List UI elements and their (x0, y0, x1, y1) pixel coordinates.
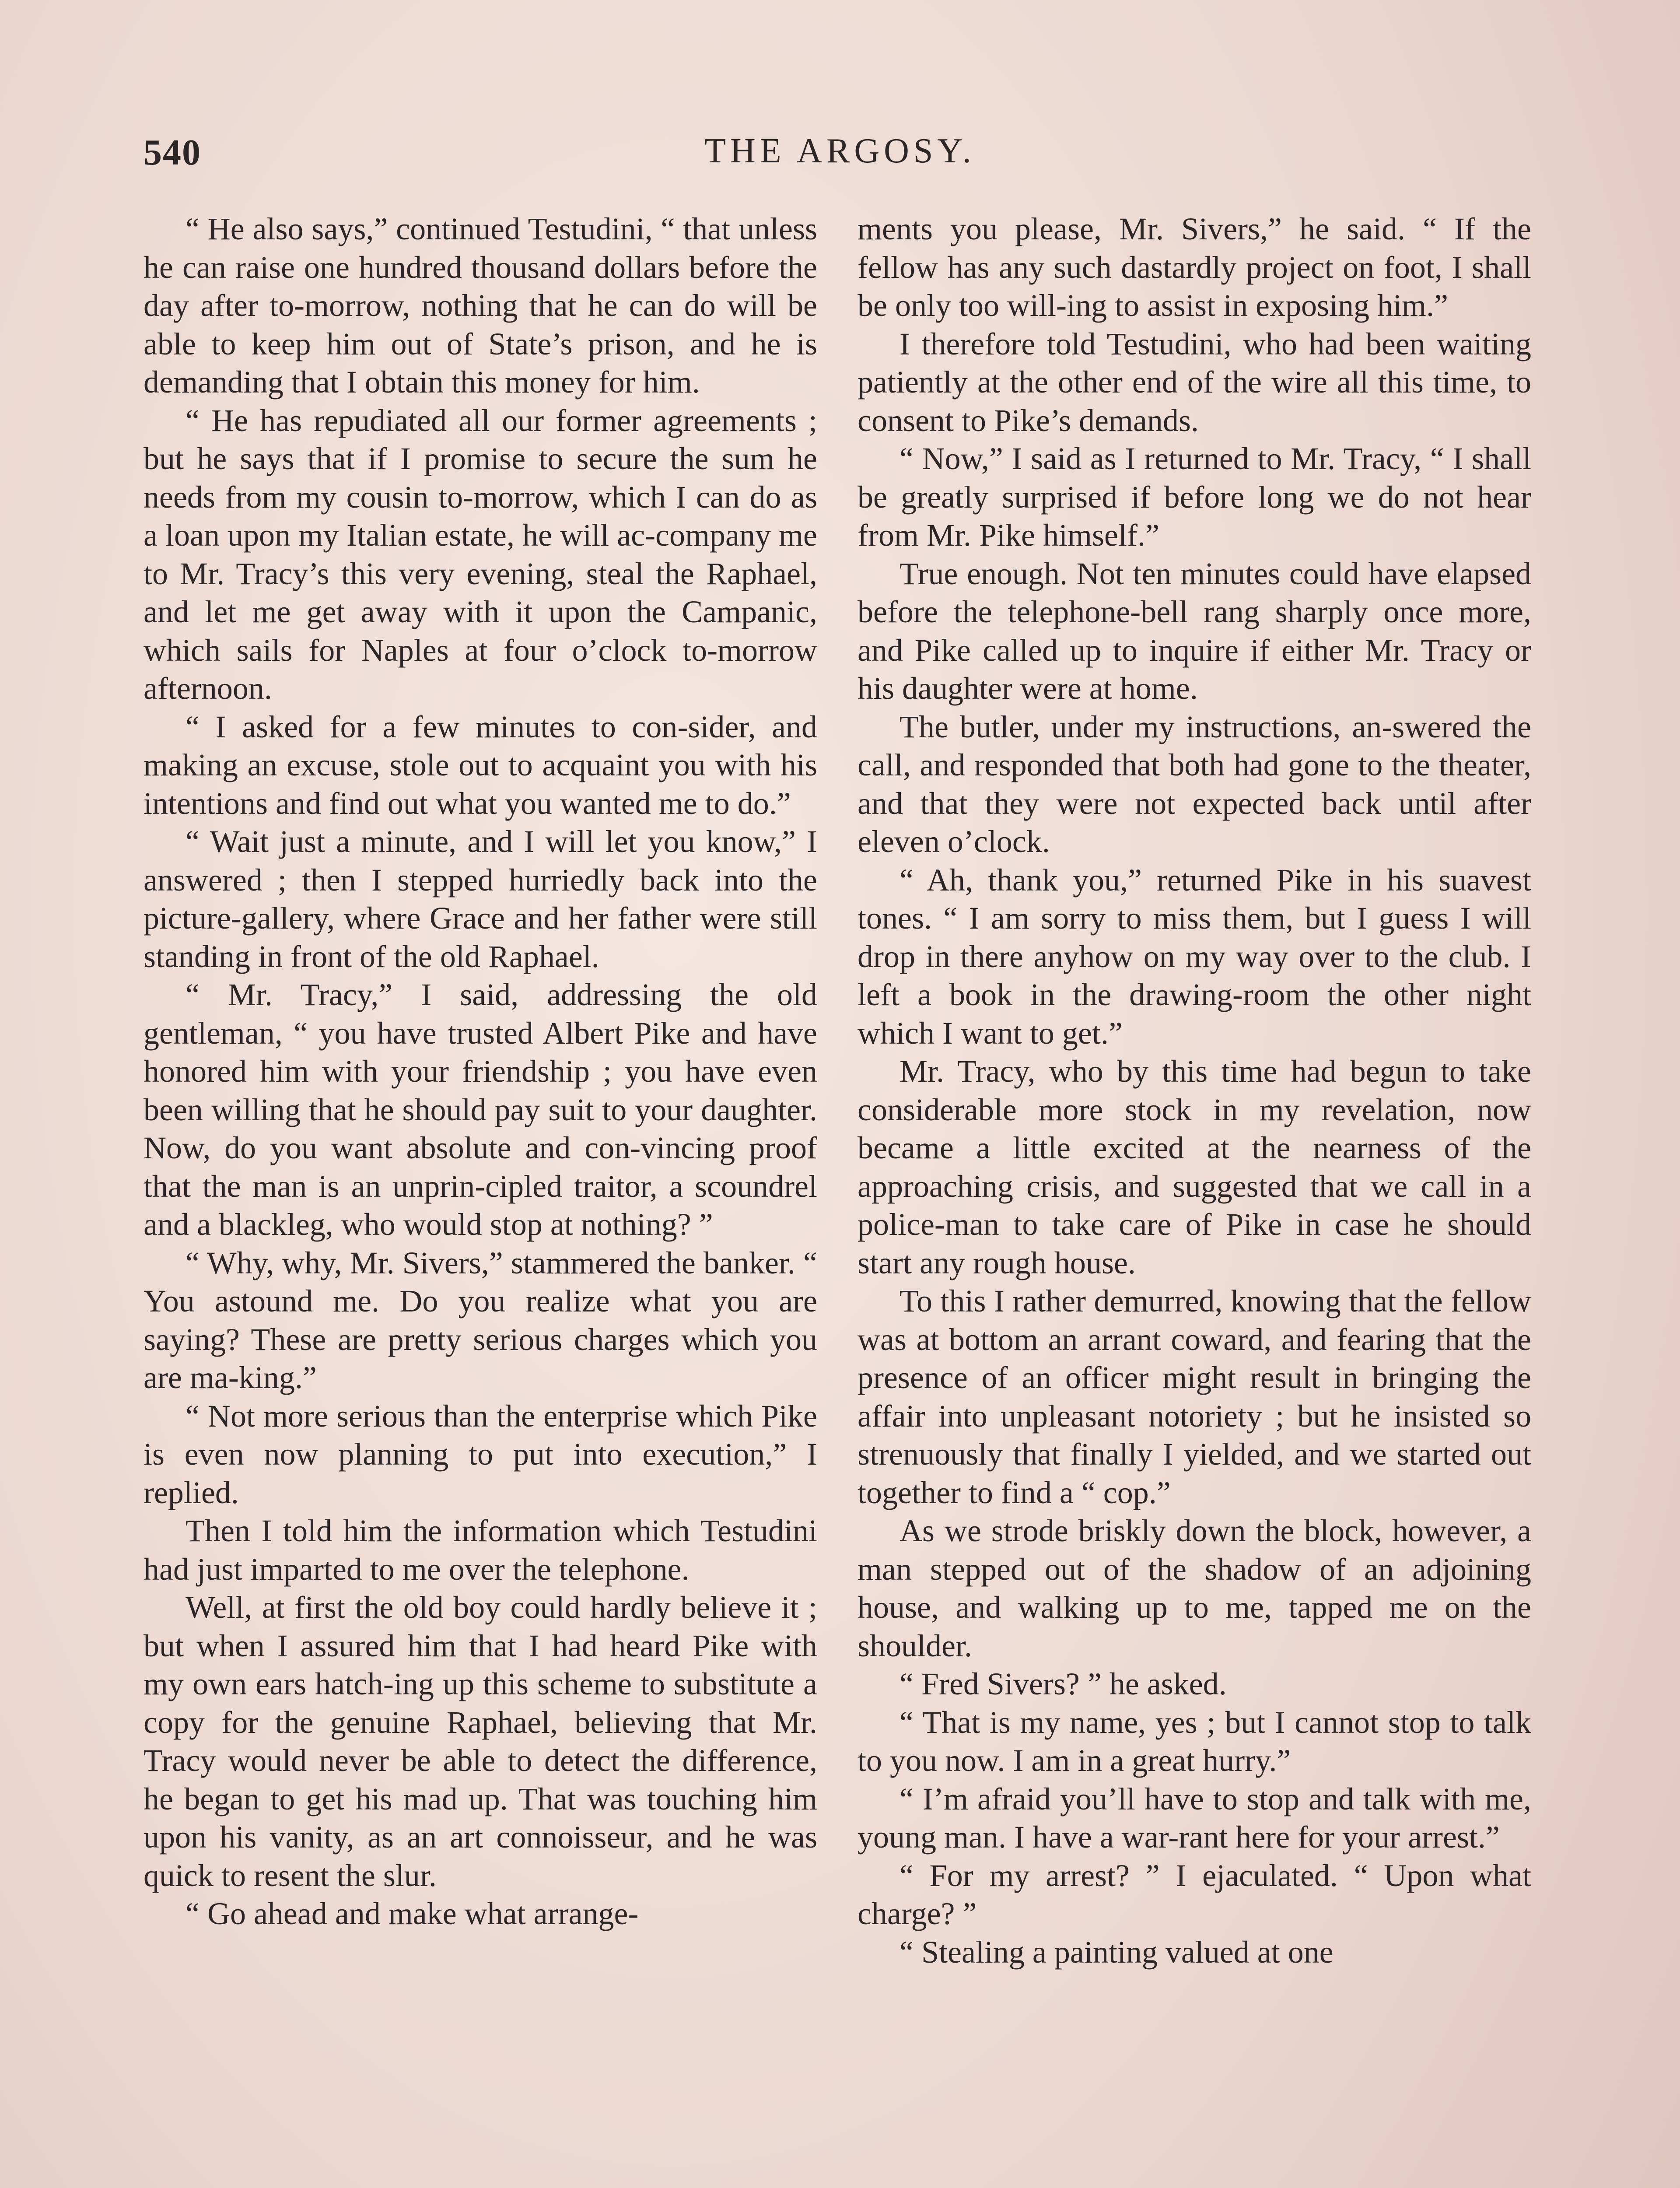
paragraph: “ Fred Sivers? ” he asked. (900, 1666, 1227, 1701)
left-column (144, 210, 817, 1933)
page-number: 540 (144, 132, 201, 173)
paragraph: “ Wait just a minute, and I will let you know,” I answered ; then I stepped hurriedly back into the picture-gallery, where Grace and her father were still standing in front of the old Raphael. (144, 824, 817, 974)
paragraph: ments you please, Mr. Sivers,” he said. “ If the fellow has any such dastardly project on foot, I shall be only too will-ing to assist in exposing him.” (858, 211, 1531, 323)
paragraph: To this I rather demurred, knowing that the fellow was at bottom an arrant coward, and fearing that the presence of an officer might result in bringing the affair into unpleasant notoriety ; but he insisted so strenuously that finally I yielded, and we started out together to find a “ cop.” (858, 1283, 1531, 1510)
paragraph: “ I’m afraid you’ll have to stop and talk with me, young man. I have a war-rant here for your arrest.” (858, 1781, 1531, 1855)
right-column (858, 210, 1531, 1971)
paragraph: “ Stealing a painting valued at one (900, 1934, 1334, 1970)
paragraph: “ For my arrest? ” I ejaculated. “ Upon what charge? ” (858, 1858, 1531, 1931)
paragraph: “ Go ahead and make what arrange- (186, 1896, 639, 1931)
paragraph: “ He also says,” continued Testudini, “ that unless he can raise one hundred thousand dollars before the day after to-morrow, nothing that he can do will be able to keep him out of State’s prison, and he is demanding that I obtain this money for him. (144, 211, 817, 400)
paragraph: Well, at first the old boy could hardly believe it ; but when I assured him that I had heard Pike with my own ears hatch-ing up this scheme to substitute a copy for the genuine Raphael, believing that Mr. Tracy would never be able to detect the difference, he began to get his mad up. That was touching him upon his vanity, as an art connoisseur, and he was quick to resent the slur. (144, 1590, 817, 1893)
paragraph: “ Now,” I said as I returned to Mr. Tracy, “ I shall be greatly surprised if before long we do not hear from Mr. Pike himself.” (858, 441, 1531, 553)
paragraph: The butler, under my instructions, an-swered the call, and responded that both had gone to the theater, and that they were not expected back until after eleven o’clock. (858, 709, 1531, 859)
paragraph: “ Mr. Tracy,” I said, addressing the old gentleman, “ you have trusted Albert Pike and have honored him with your friendship ; you have even been willing that he should pay suit to your daughter. Now, do you want absolute and con-vincing proof that the man is an unprin-cipled traitor, a scoundrel and a blackleg, who would stop at nothing? ” (144, 977, 817, 1242)
paragraph: “ Ah, thank you,” returned Pike in his suavest tones. “ I am sorry to miss them, but I guess I will drop in there anyhow on my way over to the club. I left a book in the drawing-room the other night which I want to get.” (858, 862, 1531, 1051)
paragraph: As we strode briskly down the block, however, a man stepped out of the shadow of an adjoining house, and walking up to me, tapped me on the shoulder. (858, 1513, 1531, 1663)
paragraph: Then I told him the information which Testudini had just imparted to me over the telephone. (144, 1513, 817, 1587)
paragraph: “ He has repudiated all our former agreements ; but he says that if I promise to secure the sum he needs from my cousin to-morrow, which I can do as a loan upon my Italian estate, he will ac-company me to Mr. Tracy’s this very evening, steal the Raphael, and let me get away with it upon the Campanic, which sails for Naples at four o’clock to-morrow afternoon. (144, 403, 817, 706)
paragraph: True enough. Not ten minutes could have elapsed before the telephone-bell rang sharply once more, and Pike called up to inquire if either Mr. Tracy or his daughter were at home. (858, 556, 1531, 706)
paragraph: Mr. Tracy, who by this time had begun to take considerable more stock in my revelation, now became a little excited at the nearness of the approaching crisis, and suggested that we call in a police-man to take care of Pike in case he should start any rough house. (858, 1054, 1531, 1280)
paragraph: “ I asked for a few minutes to con-sider, and making an excuse, stole out to acquaint you with his intentions and find out what you wanted me to do.” (144, 709, 817, 821)
paragraph: “ Why, why, Mr. Sivers,” stammered the banker. “ You astound me. Do you realize what you are saying? These are pretty serious charges which you are ma-king.” (144, 1245, 817, 1395)
paragraph: “ That is my name, yes ; but I cannot stop to talk to you now. I am in a great hurry.” (858, 1704, 1531, 1778)
running-head: THE ARGOSY. (704, 132, 976, 170)
paragraph: I therefore told Testudini, who had been waiting patiently at the other end of the wire all this time, to consent to Pike’s demands. (858, 326, 1531, 438)
paragraph: “ Not more serious than the enterprise which Pike is even now planning to put into execution,” I replied. (144, 1398, 817, 1510)
